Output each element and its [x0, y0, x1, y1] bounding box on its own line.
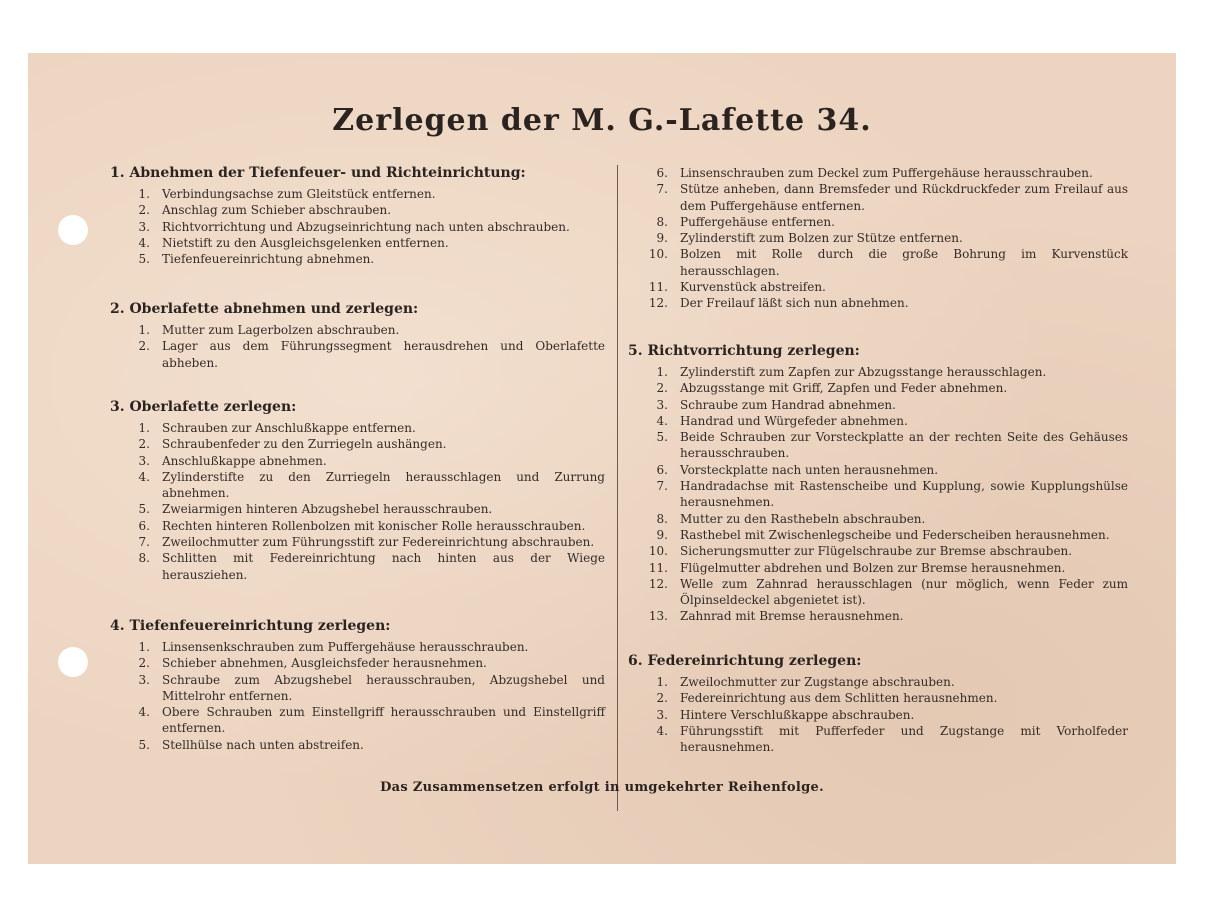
section-title: 1. Abnehmen der Tiefenfeuer- und Richteinrichtung:	[110, 165, 526, 181]
list-item: 7. Stütze anheben, dann Bremsfeder und Rückdruckfeder zum Freilauf aus dem Puffergehäuse entfernen.	[656, 182, 1128, 213]
list-item: 3. Richtvorrichtung und Abzugseinrichtung nach unten abschrauben.	[138, 219, 570, 234]
list-item: 1. Schrauben zur Anschlußkappe entfernen.	[138, 421, 416, 435]
section-3	[110, 399, 605, 583]
list-item: 7. Zweilochmutter zum Führungsstift zur Federeinrichtung abschrauben.	[138, 535, 595, 550]
list-item: 1. Linsensenkschrauben zum Puffergehäuse herausschrauben.	[138, 640, 529, 654]
list-item: 1. Verbindungsachse zum Gleitstück entfernen.	[138, 187, 436, 201]
list-item: 5. Beide Schrauben zur Vorsteckplatte an der rechten Seite des Gehäuses herausschrauben.	[656, 430, 1128, 461]
list-item: 4. Führungsstift mit Pufferfeder und Zugstange mit Vorholfeder herausnehmen.	[656, 723, 1128, 755]
list-item: 2. Schieber abnehmen, Ausgleichsfeder herausnehmen.	[138, 656, 487, 671]
list-item: 5. Stellhülse nach unten abstreifen.	[138, 737, 364, 752]
column-divider	[617, 165, 618, 811]
list-item: 6. Rechten hinteren Rollenbolzen mit konischer Rolle herausschrauben.	[138, 518, 586, 533]
list-item: 8. Mutter zu den Rasthebeln abschrauben.	[656, 511, 926, 526]
punch-hole-top	[58, 215, 88, 245]
step-list	[110, 639, 605, 753]
section-title: 5. Richtvorrichtung zerlegen:	[628, 343, 860, 359]
section-5	[628, 343, 1128, 625]
list-item: 4. Obere Schrauben zum Einstellgriff herausschrauben und Einstellgriff entfernen.	[138, 705, 605, 736]
list-item: 7. Handradachse mit Rastenscheibe und Kupplung, sowie Kupplungshülse herausnehmen.	[656, 479, 1128, 510]
list-item: 10. Sicherungsmutter zur Flügelschraube zur Bremse abschrauben.	[648, 544, 1073, 559]
list-item: 5. Zweiarmigen hinteren Abzugshebel herausschrauben.	[138, 502, 493, 517]
step-list	[110, 186, 605, 267]
document-sheet	[28, 53, 1176, 864]
step-list	[110, 322, 605, 371]
list-item: 2. Anschlag zum Schieber abschrauben.	[138, 203, 392, 218]
section-4-continued	[628, 165, 1128, 312]
section-6	[628, 653, 1128, 755]
list-item: 1. Zylinderstift zum Zapfen zur Abzugsstange herausschlagen.	[656, 365, 1047, 379]
step-list	[628, 165, 1128, 312]
punch-hole-bottom	[58, 647, 88, 677]
list-item: 2. Lager aus dem Führungssegment herausdrehen und Oberlafette abheben.	[138, 339, 605, 370]
list-item: 11. Kurvenstück abstreifen.	[648, 280, 826, 295]
list-item: 8. Schlitten mit Federeinrichtung nach hinten aus der Wiege herausziehen.	[138, 551, 605, 582]
list-item: 12. Der Freilauf läßt sich nun abnehmen.	[648, 296, 909, 311]
list-item: 2. Federeinrichtung aus dem Schlitten herausnehmen.	[656, 691, 998, 706]
list-item: 9. Zylinderstift zum Bolzen zur Stütze entfernen.	[656, 231, 963, 246]
list-item: 3. Hintere Verschlußkappe abschrauben.	[656, 707, 915, 722]
list-item: 4. Nietstift zu den Ausgleichsgelenken entfernen.	[138, 235, 449, 250]
step-list	[628, 364, 1128, 625]
list-item: 9. Rasthebel mit Zwischenlegscheibe und Federscheiben herausnehmen.	[656, 527, 1110, 542]
section-title: 2. Oberlafette abnehmen und zerlegen:	[110, 301, 419, 317]
step-list	[628, 674, 1128, 755]
section-title: 4. Tiefenfeuereinrichtung zerlegen:	[110, 618, 391, 634]
list-item: 6. Linsenschrauben zum Deckel zum Puffergehäuse herausschrauben.	[656, 166, 1093, 180]
list-item: 5. Tiefenfeuereinrichtung abnehmen.	[138, 252, 375, 267]
section-4	[110, 618, 605, 753]
section-title: 3. Oberlafette zerlegen:	[110, 399, 297, 415]
list-item: 1. Mutter zum Lagerbolzen abschrauben.	[138, 323, 400, 337]
list-item: 12. Welle zum Zahnrad herausschlagen (nur möglich, wenn Feder zum Ölpinseldeckel abgenietet ist).	[648, 576, 1128, 608]
section-2	[110, 301, 605, 371]
page-title: Zerlegen der M. G.-Lafette 34.	[332, 103, 872, 138]
list-item: 13. Zahnrad mit Bremse herausnehmen.	[648, 609, 904, 624]
list-item: 2. Schraubenfeder zu den Zurriegeln aushängen.	[138, 437, 447, 452]
step-list	[110, 420, 605, 583]
footer-note: Das Zusammensetzen erfolgt in umgekehrter Reihenfolge.	[380, 780, 824, 795]
list-item: 11. Flügelmutter abdrehen und Bolzen zur Bremse herausnehmen.	[648, 560, 1066, 575]
list-item: 4. Zylinderstifte zu den Zurriegeln herausschlagen und Zurrung abnehmen.	[138, 469, 605, 501]
section-1	[110, 165, 605, 267]
section-title: 6. Federeinrichtung zerlegen:	[628, 653, 862, 669]
list-item: 2. Abzugsstange mit Griff, Zapfen und Feder abnehmen.	[656, 381, 1008, 396]
list-item: 3. Anschlußkappe abnehmen.	[138, 453, 327, 468]
list-item: 6. Vorsteckplatte nach unten herausnehmen.	[656, 462, 939, 477]
list-item: 8. Puffergehäuse entfernen.	[656, 214, 835, 229]
list-item: 4. Handrad und Würgefeder abnehmen.	[656, 413, 908, 428]
list-item: 3. Schraube zum Abzugshebel herausschrauben, Abzugshebel und Mittelrohr entfernen.	[138, 672, 605, 703]
list-item: 10. Bolzen mit Rolle durch die große Bohrung im Kurvenstück herausschlagen.	[648, 247, 1128, 278]
list-item: 1. Zweilochmutter zur Zugstange abschrauben.	[656, 675, 955, 689]
list-item: 3. Schraube zum Handrad abnehmen.	[656, 397, 896, 412]
